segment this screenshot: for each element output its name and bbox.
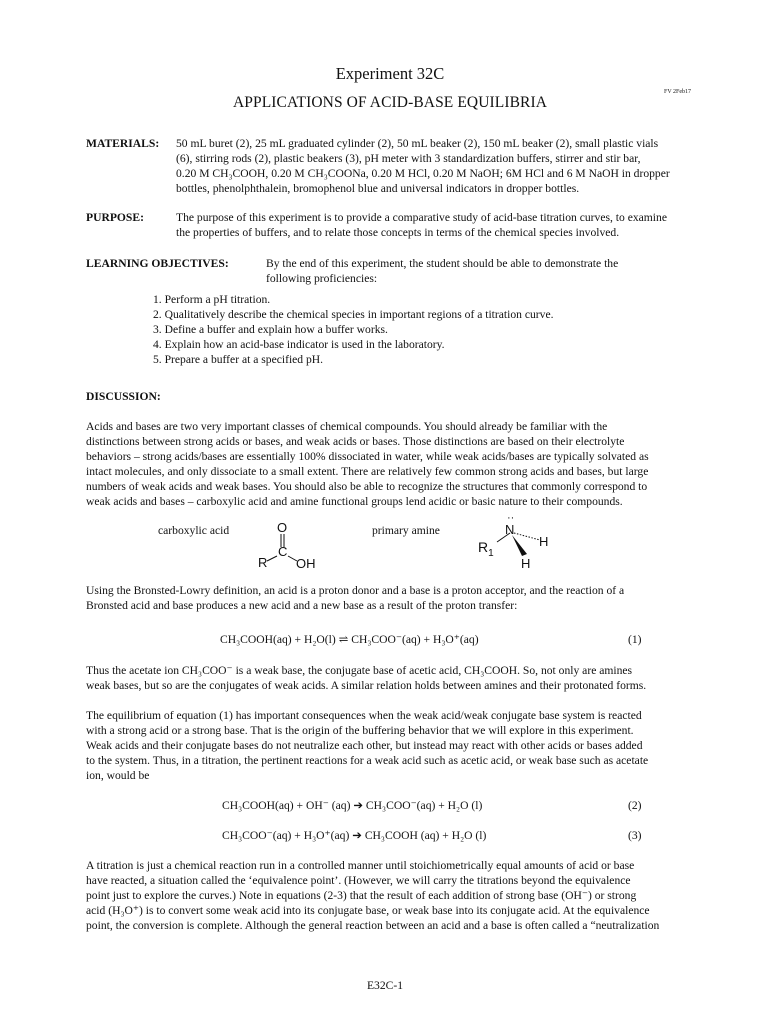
hydrogen-atom: H	[521, 556, 531, 571]
paragraph-line: acid (H₃O⁺) is to convert some weak acid into its conjugate base, or weak base into its conjugate acid. At the equivalence	[86, 904, 650, 917]
paragraph-line: Thus the acetate ion CH₃COO⁻ is a weak base, the conjugate base of acetic acid, CH₃COOH. So, not only are amines	[86, 664, 633, 677]
objectives-intro	[266, 256, 698, 286]
paragraph-line: Acids and bases are two very important classes of chemical compounds. You should already be familiar with the	[86, 420, 608, 433]
objective-item: 3. Define a buffer and explain how a buffer works.	[153, 323, 388, 336]
discussion-paragraph-2	[86, 583, 698, 613]
paragraph-line: distinctions between strong acids or bases, and weak acids or bases. Those distinctions are based on their electrolyte	[86, 435, 625, 448]
paragraph-line: weak acids and bases – carboxylic acid and amine functional groups lend acidic or basic nature to their compounds.	[86, 495, 623, 508]
objectives-label: LEARNING OBJECTIVES:	[86, 257, 229, 270]
materials-line: (6), stirring rods (2), plastic beakers (3), pH meter with 3 standardization buffers, stirrer and stir bar,	[176, 152, 641, 165]
paragraph-line: numbers of weak acids and weak bases. You should also be able to recognize the structures that commonly correspond to	[86, 480, 648, 493]
equation-1: CH₃COOH(aq) + H₂O(l) ⇌ CH₃COO⁻(aq) + H₃O⁺(aq)	[220, 633, 479, 646]
objectives-intro-line: By the end of this experiment, the student should be able to demonstrate the	[266, 257, 619, 270]
equation-3: CH₃COO⁻(aq) + H₃O⁺(aq) ➔ CH₃COOH (aq) + H₂O (l)	[222, 829, 487, 842]
nitrogen-atom: N	[505, 522, 515, 537]
r1-subscript: 1	[488, 547, 494, 559]
objective-item: 1. Perform a pH titration.	[153, 293, 271, 306]
objective-item: 2. Qualitatively describe the chemical species in important regions of a titration curve.	[153, 308, 554, 321]
paragraph-line: behaviors – strong acids/bases are essentially 100% dissociated in water, while weak acids/bases are typically solvated as	[86, 450, 649, 463]
paragraph-line: have reacted, a situation called the ‘equivalence point’. (However, we will carry the titrations beyond the equivalence	[86, 874, 631, 887]
purpose-line: The purpose of this experiment is to provide a comparative study of acid-base titration curves, to examine	[176, 211, 667, 224]
lone-pair: ··	[507, 512, 515, 524]
paragraph-line: with a strong acid or a strong base. That is the origin of the buffering behavior that we will explore in this experiment.	[86, 724, 634, 737]
purpose-line: the properties of buffers, and to relate those concepts in terms of the chemical species involved.	[176, 226, 620, 239]
hydroxyl-group: OH	[296, 556, 316, 571]
equation-3-number: (3)	[628, 829, 642, 842]
materials-line: 0.20 M CH₃COOH, 0.20 M CH₃COONa, 0.20 M HCl, 0.20 M NaOH; 6M HCl and 6 M NaOH in dropper	[176, 167, 670, 180]
purpose-label: PURPOSE:	[86, 211, 144, 224]
paragraph-line: Bronsted acid and base produces a new acid and a new base as a result of the proton transfer:	[86, 599, 518, 612]
primary-amine-structure	[476, 512, 556, 571]
materials-line: bottles, phenolphthalein, bromophenol blue and universal indicators in dropper bottles.	[176, 182, 580, 195]
paragraph-line: point just to explore the curves.) Note in equations (2-3) that the result of each addition of strong base (OH⁻) or strong	[86, 889, 637, 902]
paragraph-line: A titration is just a chemical reaction run in a controlled manner until stoichiometrically equal amounts of acid or base	[86, 859, 635, 872]
discussion-heading: DISCUSSION:	[86, 390, 161, 403]
discussion-paragraph-4	[86, 708, 698, 783]
equation-2: CH₃COOH(aq) + OH⁻ (aq) ➔ CH₃COO⁻(aq) + H₂O (l)	[222, 799, 483, 812]
oxygen-atom: O	[277, 520, 288, 535]
primary-amine-label: primary amine	[372, 524, 440, 537]
paragraph-line: to the system. Thus, in a titration, the pertinent reactions for a weak acid such as acetic acid, or weak base such as acetate	[86, 754, 649, 767]
objectives-intro-line: following proficiencies:	[266, 272, 378, 285]
paragraph-line: point, the conversion is complete. Although the general reaction between an acid and a base is often called a “neutralization	[86, 919, 660, 932]
equation-1-number: (1)	[628, 633, 642, 646]
page-number: E32C-1	[366, 979, 404, 992]
paragraph-line: intact molecules, and only dissociate to a small extent. There are relatively few common strong acids and bases, but large	[86, 465, 649, 478]
discussion-paragraph-5	[86, 858, 698, 933]
paragraph-line: Weak acids and their conjugate bases do not neutralize each other, but instead may react with other acids or bases added	[86, 739, 643, 752]
materials-text	[176, 136, 698, 196]
hydrogen-atom: H	[539, 534, 549, 549]
paragraph-line: The equilibrium of equation (1) has important consequences when the weak acid/weak conjugate base system is reacted	[86, 709, 642, 722]
carbon-atom: C	[278, 544, 288, 559]
materials-line: 50 mL buret (2), 25 mL graduated cylinder (2), 50 mL beaker (2), 150 mL beaker (2), small plastic vials	[176, 137, 659, 150]
carboxylic-acid-label: carboxylic acid	[158, 524, 230, 537]
objective-item: 5. Prepare a buffer at a specified pH.	[153, 353, 324, 366]
r1-group	[478, 539, 494, 559]
discussion-paragraph-3	[86, 663, 698, 693]
materials-label: MATERIALS:	[86, 137, 160, 150]
objective-item: 4. Explain how an acid-base indicator is used in the laboratory.	[153, 338, 445, 351]
r1-letter: R	[478, 539, 489, 555]
experiment-number: Experiment 32C	[335, 64, 445, 83]
paragraph-line: ion, would be	[86, 769, 150, 782]
equation-2-number: (2)	[628, 799, 642, 812]
r-group: R	[258, 555, 268, 570]
version-tag: FV 2Feb17	[664, 89, 692, 95]
discussion-paragraph-1	[86, 419, 698, 509]
objectives-list	[153, 292, 554, 367]
page-title: APPLICATIONS OF ACID-BASE EQUILIBRIA	[232, 94, 548, 111]
paragraph-line: Using the Bronsted-Lowry definition, an acid is a proton donor and a base is a proton acceptor, and the reaction of a	[86, 584, 625, 597]
purpose-text	[176, 210, 698, 240]
carboxylic-acid-structure	[250, 518, 330, 570]
paragraph-line: weak bases, but so are the conjugates of weak acids. A similar relation holds between amines and their protonated forms.	[86, 679, 647, 692]
